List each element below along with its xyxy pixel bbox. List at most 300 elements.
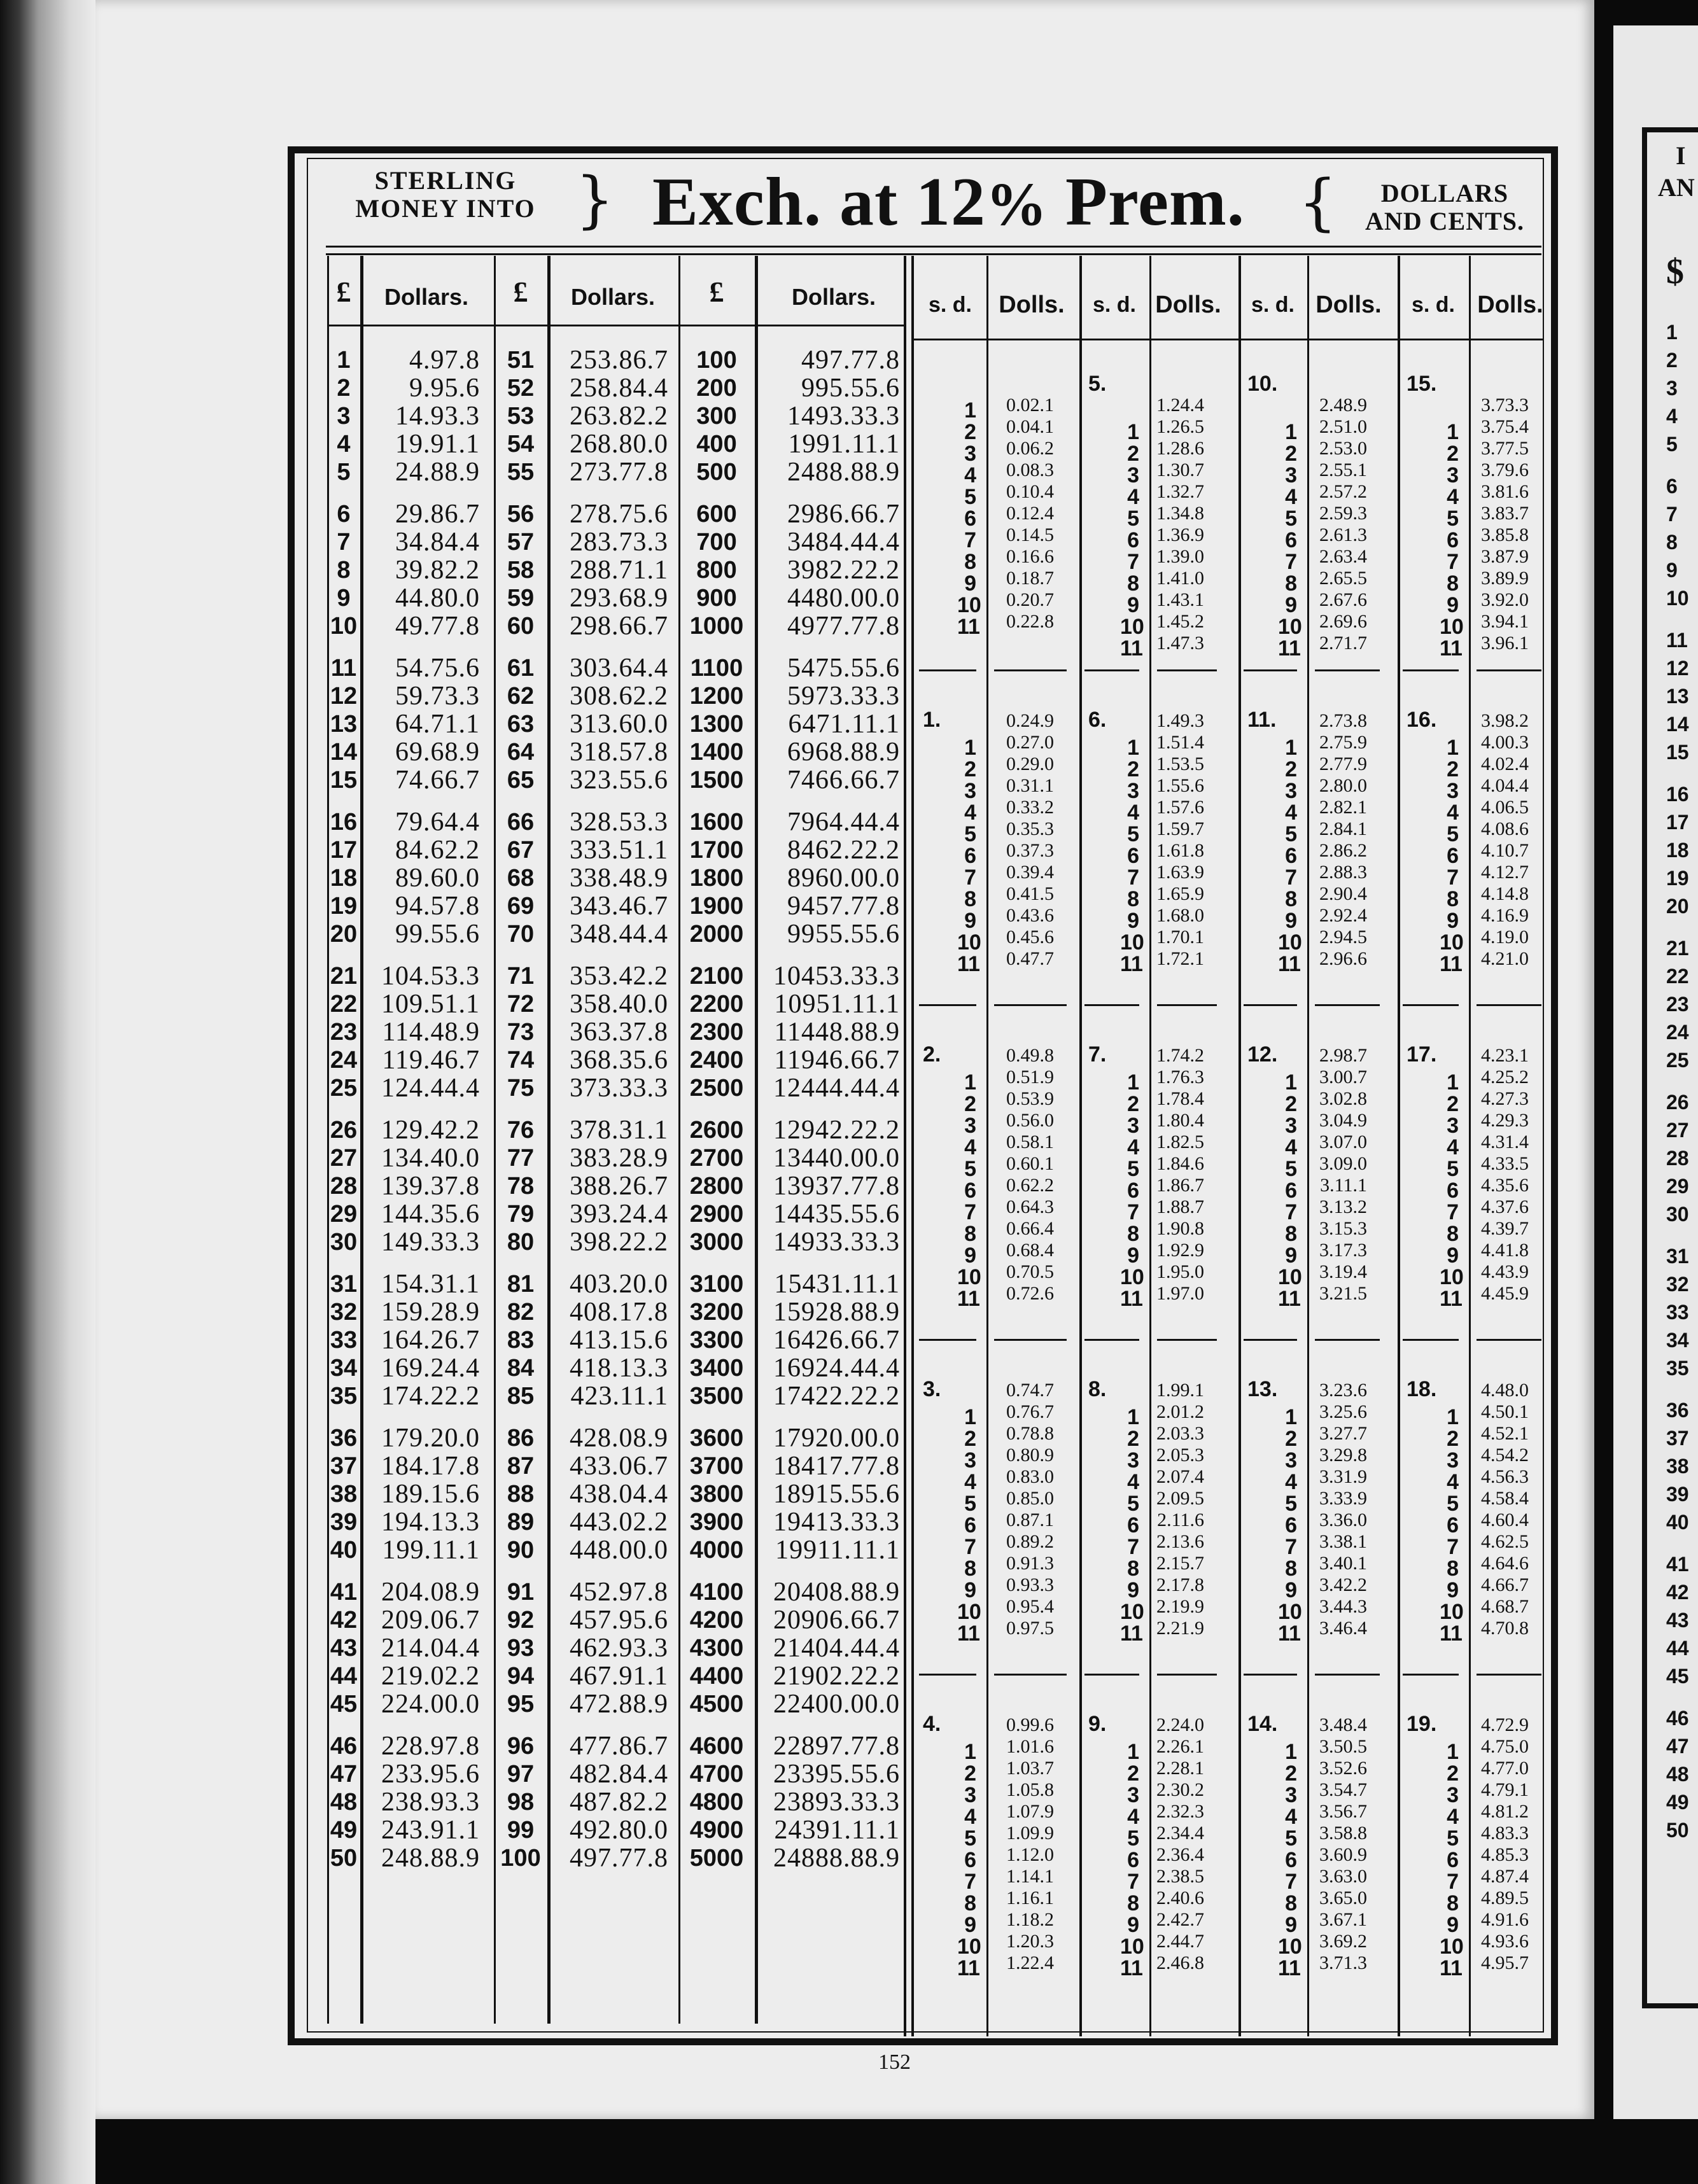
- pence-label: 1: [1285, 1070, 1297, 1095]
- pence-label: 9: [1285, 1243, 1297, 1268]
- pence-label: 5: [1127, 1157, 1139, 1181]
- pound-amount: 46: [330, 1733, 358, 1760]
- adjacent-row-number: 21: [1666, 937, 1689, 960]
- adjacent-row-number: 41: [1666, 1553, 1689, 1576]
- dollar-amount: 224.00.0: [381, 1690, 480, 1719]
- pence-label: 4: [1127, 485, 1139, 509]
- shilling-dollar-value: 2.05.3: [1156, 1445, 1204, 1466]
- dollar-amount: 378.31.1: [570, 1116, 668, 1145]
- pence-label: 10: [1278, 1265, 1302, 1289]
- pence-label: 7: [1447, 1535, 1459, 1559]
- pence-label: 10: [957, 593, 981, 617]
- pound-amount: 38: [330, 1481, 358, 1508]
- pence-label: 2: [964, 757, 976, 781]
- dollar-amount: 214.04.4: [381, 1634, 480, 1663]
- shilling-dollar-value: 3.96.1: [1481, 633, 1529, 654]
- pound-amount: 67: [507, 837, 535, 864]
- adjacent-row-number: 14: [1666, 713, 1689, 736]
- pence-label: 7: [964, 1200, 976, 1224]
- pence-label: 5: [1285, 1826, 1297, 1851]
- pound-amount: 53: [507, 403, 535, 430]
- shilling-dollar-value: 2.32.3: [1156, 1801, 1204, 1822]
- pound-amount: 2000: [689, 921, 744, 948]
- shilling-dollar-value: 1.22.4: [1006, 1952, 1054, 1973]
- shilling-dollar-value: 1.09.9: [1006, 1823, 1054, 1844]
- shilling-dollar-value: 4.48.0: [1481, 1380, 1529, 1401]
- pound-amount: 66: [507, 809, 535, 836]
- shilling-dollar-value: 2.42.7: [1156, 1909, 1204, 1930]
- block-separator: [1315, 669, 1380, 671]
- shilling-dollar-value: 4.33.5: [1481, 1153, 1529, 1174]
- shilling-dollar-value: 4.58.4: [1481, 1488, 1529, 1509]
- adjacent-row-number: 48: [1666, 1763, 1689, 1786]
- header-rule-bottom: [326, 253, 1541, 255]
- shilling-dollar-value: 0.68.4: [1006, 1240, 1054, 1261]
- pound-amount: 1600: [689, 809, 744, 836]
- pound-amount: 10: [330, 613, 358, 640]
- dollar-amount: 288.71.1: [570, 556, 668, 585]
- pound-amount: 98: [507, 1789, 535, 1816]
- dollar-amount: 373.33.3: [570, 1074, 668, 1103]
- dollar-amount: 39.82.2: [395, 556, 480, 585]
- pence-label: 8: [1127, 1891, 1139, 1915]
- pence-label: 3: [1285, 1448, 1297, 1473]
- pence-label: 6: [1447, 1513, 1459, 1537]
- shilling-dollar-value: 2.09.5: [1156, 1488, 1204, 1509]
- pound-amount: 4: [337, 431, 351, 458]
- pence-label: 9: [964, 1243, 976, 1268]
- pence-label: 1: [1127, 1070, 1139, 1095]
- pence-label: 10: [1120, 1600, 1144, 1624]
- pound-amount: 3000: [689, 1229, 744, 1256]
- shilling-dollar-value: 3.89.9: [1481, 568, 1529, 589]
- pence-label: 1: [1447, 1740, 1459, 1764]
- adjacent-row-number: 27: [1666, 1119, 1689, 1142]
- shilling-label: 10.: [1247, 372, 1278, 396]
- pence-label: 1: [1447, 736, 1459, 760]
- shilling-dollar-value: 4.79.1: [1481, 1779, 1529, 1800]
- shilling-dollar-value: 1.41.0: [1156, 568, 1204, 589]
- shilling-dollar-value: 1.70.1: [1156, 927, 1204, 948]
- pence-label: 8: [1447, 571, 1459, 596]
- dollar-amount: 333.51.1: [570, 836, 668, 865]
- adjacent-row-number: 37: [1666, 1427, 1689, 1450]
- adjacent-row-number: 7: [1666, 503, 1678, 526]
- shilling-label: 19.: [1407, 1712, 1437, 1736]
- block-separator: [1403, 669, 1459, 671]
- shilling-dollar-value: 2.88.3: [1319, 862, 1367, 883]
- column-rule: [1149, 256, 1151, 2036]
- adjacent-row-number: 22: [1666, 965, 1689, 988]
- shilling-dollar-value: 0.66.4: [1006, 1218, 1054, 1239]
- pound-amount: 4900: [689, 1817, 744, 1844]
- shilling-dollar-value: 2.84.1: [1319, 818, 1367, 839]
- pound-amount: 16: [330, 809, 358, 836]
- pound-amount: 800: [696, 557, 737, 584]
- pound-amount: 58: [507, 557, 535, 584]
- dollar-amount: 995.55.6: [801, 374, 900, 403]
- pence-label: 11: [1278, 1956, 1301, 1980]
- pence-label: 10: [1278, 1600, 1302, 1624]
- shilling-dollar-value: 3.79.6: [1481, 459, 1529, 480]
- dollar-amount: 393.24.4: [570, 1200, 668, 1229]
- shilling-dollar-value: 2.26.1: [1156, 1736, 1204, 1757]
- shilling-dollar-value: 2.80.0: [1319, 775, 1367, 796]
- pence-label: 8: [1447, 887, 1459, 911]
- right-brace: {: [1298, 167, 1338, 238]
- dollar-amount: 194.13.3: [381, 1508, 480, 1537]
- adjacent-row-number: 15: [1666, 741, 1689, 764]
- dollar-amount: 9457.77.8: [787, 892, 900, 921]
- shilling-dollar-value: 4.85.3: [1481, 1844, 1529, 1865]
- shilling-dollar-value: 2.75.9: [1319, 732, 1367, 753]
- pence-label: 5: [964, 1492, 976, 1516]
- pound-amount: 3500: [689, 1383, 744, 1410]
- adjacent-row-number: 16: [1666, 783, 1689, 806]
- shilling-dollar-value: 0.24.9: [1006, 710, 1054, 731]
- shilling-dollar-value: 4.81.2: [1481, 1801, 1529, 1822]
- block-separator: [1315, 1004, 1380, 1006]
- dollar-amount: 472.88.9: [570, 1690, 668, 1719]
- shilling-dollar-value: 4.14.8: [1481, 883, 1529, 904]
- shilling-dollar-value: 1.63.9: [1156, 862, 1204, 883]
- dollar-amount: 114.48.9: [382, 1018, 480, 1047]
- pence-label: 6: [1285, 1179, 1297, 1203]
- pound-amount: 32: [330, 1299, 358, 1326]
- pound-amount: 200: [696, 375, 737, 402]
- column-rule: [1079, 256, 1082, 2036]
- pound-amount: 61: [507, 655, 535, 682]
- pence-label: 9: [1127, 593, 1139, 617]
- shilling-dollar-value: 1.49.3: [1156, 710, 1204, 731]
- dollar-amount: 154.31.1: [381, 1270, 480, 1299]
- column-header-pound: £: [709, 276, 724, 308]
- pound-amount: 4200: [689, 1607, 744, 1634]
- pence-label: 3: [1127, 1448, 1139, 1473]
- pence-label: 6: [1285, 844, 1297, 868]
- pence-label: 9: [964, 1578, 976, 1602]
- shilling-dollar-value: 0.47.7: [1006, 948, 1054, 969]
- pence-label: 6: [1285, 1513, 1297, 1537]
- pound-amount: 8: [337, 557, 351, 584]
- pence-label: 3: [1285, 463, 1297, 487]
- pound-amount: 300: [696, 403, 737, 430]
- pence-label: 11: [957, 1287, 980, 1311]
- shilling-dollar-value: 2.63.4: [1319, 546, 1367, 567]
- adjacent-row-number: 42: [1666, 1581, 1689, 1604]
- pence-label: 2: [1447, 442, 1459, 466]
- pence-label: 11: [957, 615, 980, 639]
- shilling-dollar-value: 1.07.9: [1006, 1801, 1054, 1822]
- pence-label: 6: [1127, 1848, 1139, 1872]
- column-header-dolls: Dolls.: [1477, 291, 1543, 318]
- shilling-dollar-value: 3.73.3: [1481, 395, 1529, 416]
- pound-amount: 12: [330, 683, 358, 710]
- dollar-amount: 79.64.4: [395, 808, 480, 837]
- block-separator: [994, 1004, 1067, 1006]
- block-separator: [1084, 1004, 1139, 1006]
- block-separator: [1477, 669, 1541, 671]
- adjacent-row-number: 50: [1666, 1819, 1689, 1842]
- shilling-dollar-value: 3.04.9: [1319, 1110, 1367, 1131]
- shilling-dollar-value: 0.53.9: [1006, 1088, 1054, 1109]
- pound-amount: 5000: [689, 1845, 744, 1872]
- pound-amount: 1: [337, 347, 351, 374]
- shilling-dollar-value: 0.78.8: [1006, 1423, 1054, 1444]
- shilling-dollar-value: 2.55.1: [1319, 459, 1367, 480]
- pence-label: 4: [1127, 1470, 1139, 1494]
- pound-amount: 2700: [689, 1145, 744, 1172]
- pound-amount: 9: [337, 585, 351, 612]
- pence-label: 1: [1285, 1405, 1297, 1429]
- pound-amount: 19: [330, 893, 358, 920]
- pound-amount: 55: [507, 459, 535, 486]
- shilling-dollar-value: 1.43.1: [1156, 589, 1204, 610]
- pence-label: 8: [1285, 1222, 1297, 1246]
- pence-label: 1: [1285, 736, 1297, 760]
- pence-label: 10: [1278, 930, 1302, 955]
- pound-amount: 2100: [689, 963, 744, 990]
- shilling-dollar-value: 1.05.8: [1006, 1779, 1054, 1800]
- adjacent-row-number: 1: [1666, 321, 1678, 344]
- shilling-dollar-value: 0.29.0: [1006, 753, 1054, 774]
- shilling-dollar-value: 1.26.5: [1156, 416, 1204, 437]
- dollar-amount: 74.66.7: [395, 766, 480, 795]
- block-separator: [1477, 1004, 1541, 1006]
- pound-amount: 31: [330, 1271, 358, 1298]
- adjacent-row-number: 10: [1666, 587, 1689, 610]
- pence-label: 1: [964, 1740, 976, 1764]
- pence-label: 2: [1127, 1761, 1139, 1786]
- pence-label: 5: [1447, 1157, 1459, 1181]
- shilling-label: 2.: [923, 1042, 941, 1067]
- dollar-amount: 308.62.2: [570, 682, 668, 711]
- pence-label: 2: [1447, 1761, 1459, 1786]
- dollar-amount: 49.77.8: [395, 612, 480, 641]
- dollar-amount: 17422.22.2: [773, 1382, 900, 1411]
- shilling-dollar-value: 3.48.4: [1319, 1714, 1367, 1735]
- dollar-amount: 487.82.2: [570, 1788, 668, 1817]
- shilling-dollar-value: 4.21.0: [1481, 948, 1529, 969]
- pence-label: 10: [1120, 615, 1144, 639]
- pound-amount: 1400: [689, 739, 744, 766]
- shilling-dollar-value: 2.96.6: [1319, 948, 1367, 969]
- dollar-amount: 15928.88.9: [773, 1298, 900, 1327]
- pence-label: 10: [1440, 1265, 1464, 1289]
- dollar-amount: 9.95.6: [409, 374, 480, 403]
- shilling-dollar-value: 4.23.1: [1481, 1045, 1529, 1066]
- adjacent-row-number: 36: [1666, 1399, 1689, 1422]
- pence-label: 3: [1127, 1783, 1139, 1807]
- pence-label: 6: [1127, 1179, 1139, 1203]
- pound-amount: 83: [507, 1327, 535, 1354]
- adjacent-row-number: 46: [1666, 1707, 1689, 1730]
- shilling-label: 9.: [1088, 1712, 1107, 1736]
- shilling-dollar-value: 4.75.0: [1481, 1736, 1529, 1757]
- pence-label: 3: [1127, 463, 1139, 487]
- pence-label: 7: [1285, 1535, 1297, 1559]
- column-rule: [986, 256, 988, 2036]
- pence-label: 5: [1447, 1492, 1459, 1516]
- dollar-amount: 159.28.9: [381, 1298, 480, 1327]
- pence-label: 4: [1285, 801, 1297, 825]
- pence-label: 1: [964, 1405, 976, 1429]
- pound-amount: 6: [337, 501, 351, 528]
- pence-label: 3: [1447, 463, 1459, 487]
- pound-amount: 3: [337, 403, 351, 430]
- pound-amount: 84: [507, 1355, 535, 1382]
- pound-amount: 76: [507, 1117, 535, 1144]
- pound-amount: 93: [507, 1635, 535, 1662]
- dollar-amount: 318.57.8: [570, 738, 668, 767]
- pence-label: 6: [1127, 528, 1139, 552]
- adjacent-row-number: 6: [1666, 475, 1678, 498]
- adjacent-row-number: 35: [1666, 1357, 1689, 1380]
- pence-label: 5: [1127, 1826, 1139, 1851]
- block-separator: [994, 1674, 1067, 1676]
- shilling-dollar-value: 4.39.7: [1481, 1218, 1529, 1239]
- adjacent-row-number: 33: [1666, 1301, 1689, 1324]
- pence-label: 4: [1447, 1805, 1459, 1829]
- shilling-dollar-value: 4.27.3: [1481, 1088, 1529, 1109]
- pence-label: 7: [1285, 1870, 1297, 1894]
- shilling-dollar-value: 4.91.6: [1481, 1909, 1529, 1930]
- dollar-amount: 169.24.4: [381, 1354, 480, 1383]
- pound-amount: 1500: [689, 767, 744, 794]
- block-separator: [1157, 669, 1217, 671]
- pound-amount: 47: [330, 1761, 358, 1788]
- header-row-rule: [327, 325, 904, 326]
- pound-amount: 44: [330, 1663, 358, 1690]
- dollar-amount: 298.66.7: [570, 612, 668, 641]
- dollar-amount: 9955.55.6: [787, 920, 900, 949]
- pound-amount: 100: [696, 347, 737, 374]
- shilling-dollar-value: 3.40.1: [1319, 1553, 1367, 1574]
- shilling-dollar-value: 1.59.7: [1156, 818, 1204, 839]
- shilling-dollar-value: 2.57.2: [1319, 481, 1367, 502]
- shilling-dollar-value: 0.14.5: [1006, 524, 1054, 545]
- dollar-amount: 16426.66.7: [773, 1326, 900, 1355]
- dollar-amount: 84.62.2: [395, 836, 480, 865]
- dollar-amount: 8960.00.0: [787, 864, 900, 893]
- pound-amount: 24: [330, 1047, 358, 1074]
- shilling-dollar-value: 3.44.3: [1319, 1596, 1367, 1617]
- adjacent-row-number: 13: [1666, 685, 1689, 708]
- dollar-amount: 243.91.1: [381, 1816, 480, 1845]
- shilling-dollar-value: 4.56.3: [1481, 1466, 1529, 1487]
- shilling-dollar-value: 0.74.7: [1006, 1380, 1054, 1401]
- pound-amount: 21: [330, 963, 358, 990]
- shilling-dollar-value: 4.08.6: [1481, 818, 1529, 839]
- pound-amount: 45: [330, 1691, 358, 1718]
- shilling-dollar-value: 3.69.2: [1319, 1931, 1367, 1952]
- shilling-dollar-value: 3.21.5: [1319, 1283, 1367, 1304]
- shilling-dollar-value: 3.27.7: [1319, 1423, 1367, 1444]
- shilling-dollar-value: 3.58.8: [1319, 1823, 1367, 1844]
- block-separator: [994, 1339, 1067, 1341]
- dollar-amount: 2986.66.7: [787, 500, 900, 529]
- shilling-dollar-value: 2.38.5: [1156, 1866, 1204, 1887]
- adjacent-row-number: 43: [1666, 1609, 1689, 1632]
- dollar-amount: 363.37.8: [570, 1018, 668, 1047]
- dollar-amount: 248.88.9: [381, 1844, 480, 1873]
- pence-label: 2: [1447, 757, 1459, 781]
- shilling-dollar-value: 3.75.4: [1481, 416, 1529, 437]
- pound-amount: 87: [507, 1453, 535, 1480]
- dollar-amount: 69.68.9: [395, 738, 480, 767]
- block-separator: [1157, 1004, 1217, 1006]
- dollar-amount: 497.77.8: [801, 346, 900, 375]
- pence-label: 6: [964, 1513, 976, 1537]
- pound-amount: 2300: [689, 1019, 744, 1046]
- column-rule: [1307, 256, 1309, 2036]
- pound-amount: 4000: [689, 1537, 744, 1564]
- pence-label: 6: [1447, 528, 1459, 552]
- dollar-amount: 273.77.8: [570, 458, 668, 487]
- pound-amount: 68: [507, 865, 535, 892]
- pence-label: 5: [964, 1157, 976, 1181]
- pence-label: 4: [1285, 485, 1297, 509]
- pence-label: 3: [1447, 1114, 1459, 1138]
- dollar-amount: 1493.33.3: [787, 402, 900, 431]
- dollar-amount: 23893.33.3: [773, 1788, 900, 1817]
- shilling-dollar-value: 2.86.2: [1319, 840, 1367, 861]
- shilling-dollar-value: 2.94.5: [1319, 927, 1367, 948]
- pence-label: 11: [1278, 636, 1301, 661]
- pound-amount: 91: [507, 1579, 535, 1606]
- pence-label: 4: [1447, 801, 1459, 825]
- shilling-dollar-value: 1.88.7: [1156, 1196, 1204, 1217]
- pence-label: 11: [1440, 952, 1463, 976]
- shilling-dollar-value: 4.87.4: [1481, 1866, 1529, 1887]
- pound-amount: 11: [330, 655, 357, 682]
- pence-label: 5: [1285, 1157, 1297, 1181]
- shilling-dollar-value: 4.50.1: [1481, 1401, 1529, 1422]
- dollar-amount: 29.86.7: [395, 500, 480, 529]
- block-separator: [919, 669, 976, 671]
- block-separator: [1084, 1339, 1139, 1341]
- dollar-amount: 109.51.1: [381, 990, 480, 1019]
- pence-label: 1: [964, 736, 976, 760]
- block-separator: [1315, 1674, 1380, 1676]
- shilling-dollar-value: 0.89.2: [1006, 1531, 1054, 1552]
- shilling-dollar-value: 0.39.4: [1006, 862, 1054, 883]
- pence-label: 2: [1127, 1092, 1139, 1116]
- dollar-amount: 428.08.9: [570, 1424, 668, 1453]
- shilling-dollar-value: 0.56.0: [1006, 1110, 1054, 1131]
- pence-label: 4: [1285, 1135, 1297, 1159]
- shilling-dollar-value: 3.25.6: [1319, 1401, 1367, 1422]
- pence-label: 4: [964, 1805, 976, 1829]
- pence-label: 3: [964, 1114, 976, 1138]
- pence-label: 11: [1278, 1287, 1301, 1311]
- page-number: 152: [878, 2050, 911, 2074]
- pence-label: 11: [1440, 1956, 1463, 1980]
- shilling-dollar-value: 4.70.8: [1481, 1618, 1529, 1639]
- pence-label: 5: [1127, 822, 1139, 846]
- dollar-amount: 268.80.0: [570, 430, 668, 459]
- shilling-dollar-value: 3.54.7: [1319, 1779, 1367, 1800]
- pound-amount: 700: [696, 529, 737, 556]
- pence-label: 10: [1120, 1265, 1144, 1289]
- shilling-dollar-value: 2.44.7: [1156, 1931, 1204, 1952]
- shilling-dollar-value: 2.30.2: [1156, 1779, 1204, 1800]
- pence-label: 8: [1447, 1557, 1459, 1581]
- shilling-dollar-value: 2.92.4: [1319, 905, 1367, 926]
- shilling-dollar-value: 2.21.9: [1156, 1618, 1204, 1639]
- dollar-amount: 24391.11.1: [774, 1816, 900, 1845]
- shilling-dollar-value: 2.19.9: [1156, 1596, 1204, 1617]
